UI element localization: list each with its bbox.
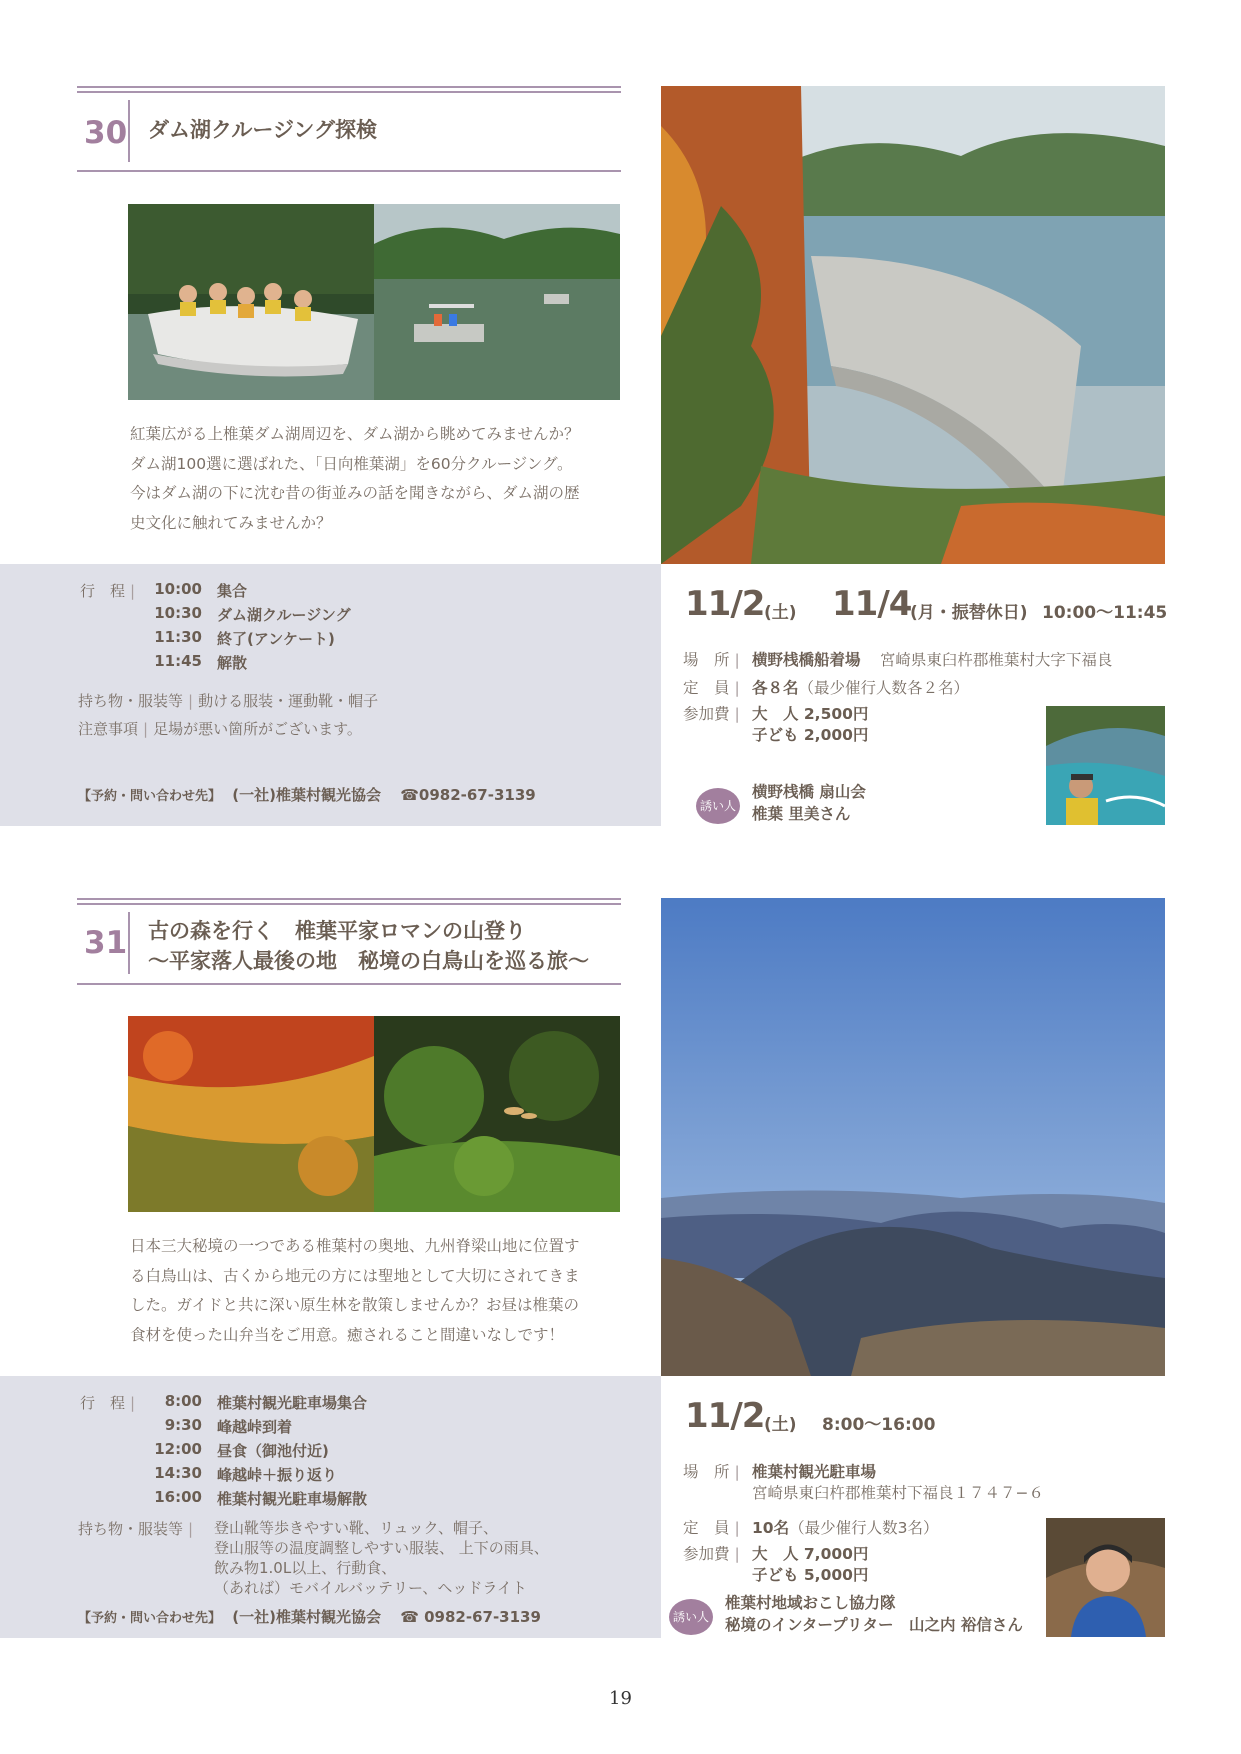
description-line: 今はダム湖の下に沈む昔の街並みの話を聞きながら、ダム湖の歴: [130, 484, 580, 502]
date-primary: 11/2: [685, 1396, 765, 1436]
capacity-label: 定 員 |: [683, 679, 740, 697]
host-line: 椎葉 里美さん: [752, 805, 851, 823]
belongings-label-text: 持ち物・服装等: [78, 692, 184, 710]
schedule-time: 14:30: [154, 1464, 202, 1482]
capacity-number: 各８名: [752, 679, 799, 697]
schedule-item: 終了(アンケート): [217, 630, 335, 648]
header-divider: [128, 912, 130, 974]
schedule-item: 解散: [217, 654, 248, 672]
belongings-value: 動ける服装・運動靴・帽子: [198, 692, 379, 710]
host-line: 横野桟橋 扇山会: [752, 783, 866, 801]
schedule-item: 峰越峠到着: [217, 1418, 293, 1436]
schedule-item: 峰越峠＋振り返り: [217, 1466, 338, 1484]
place-label: 場 所 |: [683, 651, 740, 669]
schedule-label-text: 行 程: [80, 1394, 126, 1412]
schedule-label-text: 行 程: [80, 582, 126, 600]
schedule-item: 集合: [217, 582, 248, 600]
mountain-view-photo: [661, 898, 1165, 1376]
place-value: [752, 648, 1112, 670]
title-line: 〜平家落人最後の地 秘境の白鳥山を巡る旅〜: [148, 949, 589, 973]
contact-label: 【予約・問い合わせ先】: [78, 789, 222, 804]
host-badge: 誘い人: [696, 788, 740, 824]
autumn-leaves-photo: [128, 1016, 374, 1212]
host-photo: [1046, 706, 1165, 825]
tour-description: [130, 420, 625, 538]
schedule-item: 椎葉村観光駐車場解散: [217, 1490, 368, 1508]
contact-phone[interactable]: ☎0982-67-3139: [400, 786, 536, 804]
description-line: 紅葉広がる上椎葉ダム湖周辺を、ダム湖から眺めてみませんか？: [130, 425, 580, 443]
host-photo: [1046, 1518, 1165, 1637]
belongings-line: 飲み物1.0L以上、行動食、: [214, 1559, 397, 1577]
capacity-label-text: 定 員: [683, 1519, 730, 1537]
description-line: 日本三大秘境の一つである椎葉村の奥地、九州脊梁山地に位置す: [130, 1237, 580, 1255]
tour-title: ダム湖クルージング探検: [148, 118, 378, 142]
description-line: した。ガイドと共に深い原生林を散策しませんか？お昼は椎葉の: [130, 1296, 580, 1314]
place-name: 横野桟橋船着場: [752, 651, 861, 669]
host-line: 秘境のインタープリター 山之内 裕信さん: [725, 1616, 1023, 1634]
title-line: 古の森を行く 椎葉平家ロマンの山登り: [148, 919, 526, 943]
schedule-time: 11:30: [154, 628, 202, 646]
page-number: 19: [609, 1688, 632, 1709]
schedule-time: 9:30: [164, 1416, 202, 1434]
notes-value: 足場が悪い箇所がございます。: [153, 720, 362, 738]
schedule-item: ダム湖クルージング: [217, 606, 351, 624]
notes-label-text: 注意事項: [78, 720, 139, 738]
place-label: 場 所 |: [683, 1463, 740, 1481]
header-double-rule: [77, 86, 621, 93]
host-name: [752, 781, 866, 825]
place-address: 宮崎県東臼杵郡椎葉村大字下福良: [879, 651, 1113, 669]
tour-number: 30: [84, 115, 128, 151]
belongings-list: [214, 1518, 549, 1598]
date-secondary: 11/4: [832, 584, 912, 624]
belongings-label-text: 持ち物・服装等: [78, 1520, 184, 1538]
description-line: ダム湖100選に選ばれた、「日向椎葉湖」を60分クルージング。: [130, 454, 573, 473]
capacity-note: （最少催行人数各２名）: [798, 679, 970, 697]
description-line: 史文化に触れてみませんか？: [130, 513, 332, 532]
place-name: 椎葉村観光駐車場: [752, 1463, 877, 1481]
forest-photo: [374, 1016, 620, 1212]
fee-child: 子ども 5,000円: [752, 1566, 869, 1584]
notes-label: 注意事項 | 足場が悪い箇所がございます。: [78, 720, 362, 738]
schedule-time: 8:00: [164, 1392, 202, 1410]
contact-org: (一社)椎葉村観光協会: [232, 786, 381, 804]
contact-phone[interactable]: ☎ 0982-67-3139: [400, 1608, 541, 1626]
contact-info: [78, 1606, 541, 1627]
fee-label-text: 参加費: [683, 1545, 730, 1563]
dam-photo: [661, 86, 1165, 564]
host-name: [725, 1592, 1023, 1636]
belongings-line: 登山靴等歩きやすい靴、リュック、帽子、: [214, 1519, 498, 1537]
lake-boat-photo: [374, 204, 620, 400]
fee-adult: 大 人 7,000円: [752, 1545, 869, 1563]
schedule-time: 10:00: [154, 580, 202, 598]
capacity-label: 定 員 |: [683, 1519, 740, 1537]
fee-label: 参加費 |: [683, 705, 740, 723]
header-divider: [128, 100, 130, 162]
contact-info: [78, 784, 536, 805]
event-time: 10:00〜11:45: [1042, 603, 1168, 623]
schedule-item: 椎葉村観光駐車場集合: [217, 1394, 368, 1412]
boat-tour-photo: [128, 204, 374, 400]
place-label-text: 場 所: [683, 1463, 730, 1481]
schedule-time: 11:45: [154, 652, 202, 670]
schedule-item: 昼食（御池付近): [217, 1442, 329, 1460]
host-badge: 誘い人: [669, 1599, 713, 1635]
contact-label: 【予約・問い合わせ先】: [78, 1611, 222, 1626]
tour-number: 31: [84, 925, 128, 961]
date-primary-day: (土): [764, 603, 797, 623]
place-label-text: 場 所: [683, 651, 730, 669]
fee-label-text: 参加費: [683, 705, 730, 723]
date-primary-day: (土): [764, 1415, 797, 1435]
belongings-label: 持ち物・服装等 |: [78, 1520, 194, 1538]
description-line: 食材を使った山弁当をご用意。癒されること間違いなしです！: [130, 1325, 565, 1344]
fee-adult: 大 人 2,500円: [752, 705, 869, 723]
fee-child: 子ども 2,000円: [752, 726, 869, 744]
contact-org: (一社)椎葉村観光協会: [232, 1608, 381, 1626]
header-rule: [77, 983, 621, 985]
schedule-label: 行 程 |: [80, 582, 136, 600]
header-rule: [77, 170, 621, 172]
schedule-label: 行 程 |: [80, 1394, 136, 1412]
tour-description: [130, 1232, 625, 1350]
schedule-time: 10:30: [154, 604, 202, 622]
place-address-text: 宮崎県東臼杵郡椎葉村下福良１７４７−６: [752, 1484, 1044, 1502]
header-double-rule: [77, 898, 621, 905]
tour-title: [148, 916, 589, 976]
schedule-time: 16:00: [154, 1488, 202, 1506]
description-line: る白鳥山は、古くから地元の方には聖地として大切にされてきま: [130, 1266, 580, 1285]
belongings-line: 登山服等の温度調整しやすい服装、 上下の雨具、: [214, 1539, 549, 1557]
capacity-note: （最少催行人数3名）: [789, 1519, 939, 1537]
date-secondary-day: (月・振替休日): [910, 603, 1028, 623]
capacity-value: [752, 1516, 938, 1538]
date-primary: 11/2: [685, 584, 765, 624]
fee-label: 参加費 |: [683, 1545, 740, 1563]
place-address: [752, 1481, 1044, 1503]
belongings-line: （あれば）モバイルバッテリー、ヘッドライト: [214, 1579, 527, 1597]
capacity-value: [752, 676, 969, 698]
capacity-number: 10名: [752, 1519, 790, 1537]
host-line: 椎葉村地域おこし協力隊: [725, 1594, 896, 1612]
belongings-label: 持ち物・服装等 | 動ける服装・運動靴・帽子: [78, 692, 379, 710]
schedule-time: 12:00: [154, 1440, 202, 1458]
event-time: 8:00〜16:00: [822, 1415, 936, 1435]
capacity-label-text: 定 員: [683, 679, 730, 697]
